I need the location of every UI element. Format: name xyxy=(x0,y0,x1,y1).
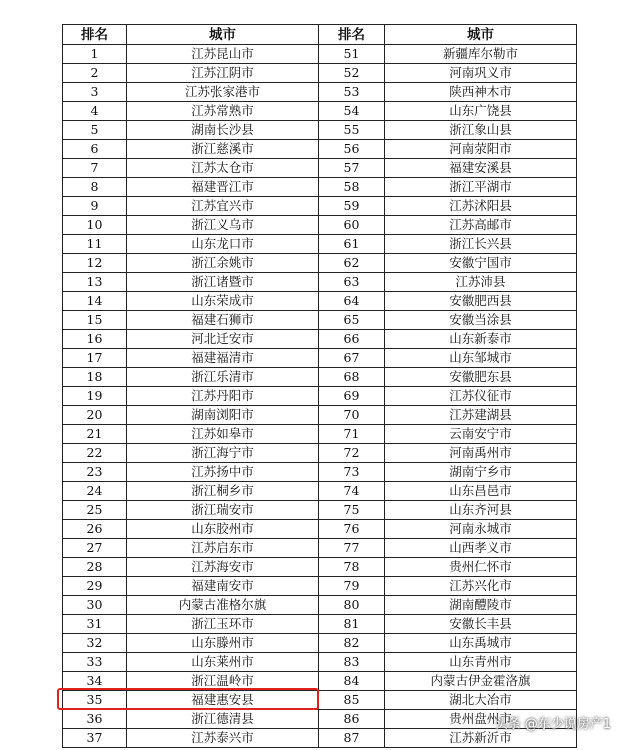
city-cell-right: 山东齐河县 xyxy=(385,501,577,520)
table-row xyxy=(63,406,577,425)
table-row xyxy=(63,368,577,387)
city-cell-left: 江苏张家港市 xyxy=(127,83,319,102)
rank-cell-left: 6 xyxy=(63,140,127,159)
city-cell-right: 河南荥阳市 xyxy=(385,140,577,159)
table-row xyxy=(63,596,577,615)
table-row xyxy=(63,83,577,102)
rank-cell-right: 68 xyxy=(319,368,385,387)
city-cell-left: 浙江温岭市 xyxy=(127,672,319,691)
table-row xyxy=(63,634,577,653)
city-cell-left: 浙江慈溪市 xyxy=(127,140,319,159)
city-cell-right: 安徽长丰县 xyxy=(385,615,577,634)
rank-cell-right: 69 xyxy=(319,387,385,406)
city-cell-right: 河南巩义市 xyxy=(385,64,577,83)
city-cell-right: 贵州仁怀市 xyxy=(385,558,577,577)
table-row xyxy=(63,292,577,311)
city-cell-left: 福建南安市 xyxy=(127,577,319,596)
city-cell-right: 湖南醴陵市 xyxy=(385,596,577,615)
city-cell-right: 河南永城市 xyxy=(385,520,577,539)
rank-cell-left: 33 xyxy=(63,653,127,672)
rank-cell-right: 64 xyxy=(319,292,385,311)
city-cell-right: 福建安溪县 xyxy=(385,159,577,178)
city-cell-right: 山东禹城市 xyxy=(385,634,577,653)
city-cell-left: 山东莱州市 xyxy=(127,653,319,672)
rank-cell-right: 85 xyxy=(319,691,385,710)
city-cell-left: 内蒙古准格尔旗 xyxy=(127,596,319,615)
city-cell-right: 山东新泰市 xyxy=(385,330,577,349)
city-cell-right: 江苏建湖县 xyxy=(385,406,577,425)
table-row xyxy=(63,64,577,83)
table-row xyxy=(63,672,577,691)
table-row xyxy=(63,311,577,330)
table-row xyxy=(63,520,577,539)
rank-cell-left: 2 xyxy=(63,64,127,83)
city-cell-left: 浙江桐乡市 xyxy=(127,482,319,501)
table-row xyxy=(63,140,577,159)
city-cell-left: 江苏海安市 xyxy=(127,558,319,577)
rank-cell-left: 27 xyxy=(63,539,127,558)
rank-cell-left: 5 xyxy=(63,121,127,140)
city-cell-left: 江苏江阴市 xyxy=(127,64,319,83)
rank-cell-right: 86 xyxy=(319,710,385,729)
city-cell-right: 河南禹州市 xyxy=(385,444,577,463)
rank-cell-right: 63 xyxy=(319,273,385,292)
city-cell-left: 河北迁安市 xyxy=(127,330,319,349)
city-cell-right: 江苏沭阳县 xyxy=(385,197,577,216)
header-rank-left: 排名 xyxy=(63,25,127,45)
rank-cell-left: 7 xyxy=(63,159,127,178)
city-cell-left: 福建福清市 xyxy=(127,349,319,368)
table-row xyxy=(63,330,577,349)
rank-cell-left: 12 xyxy=(63,254,127,273)
city-cell-right: 内蒙古伊金霍洛旗 xyxy=(385,672,577,691)
table-row xyxy=(63,653,577,672)
rank-cell-right: 74 xyxy=(319,482,385,501)
city-cell-left: 江苏常熟市 xyxy=(127,102,319,121)
rank-cell-right: 72 xyxy=(319,444,385,463)
rank-cell-right: 67 xyxy=(319,349,385,368)
city-cell-right: 湖南宁乡市 xyxy=(385,463,577,482)
city-cell-left: 浙江余姚市 xyxy=(127,254,319,273)
city-cell-left: 湖南浏阳市 xyxy=(127,406,319,425)
city-cell-right: 贵州盘州市 xyxy=(385,710,577,729)
city-cell-right: 安徽宁国市 xyxy=(385,254,577,273)
city-cell-left: 浙江德清县 xyxy=(127,710,319,729)
table-row xyxy=(63,615,577,634)
city-cell-left: 江苏丹阳市 xyxy=(127,387,319,406)
table-row xyxy=(63,444,577,463)
rank-cell-right: 87 xyxy=(319,729,385,748)
rank-cell-left: 30 xyxy=(63,596,127,615)
rank-cell-left: 28 xyxy=(63,558,127,577)
city-cell-left: 江苏宜兴市 xyxy=(127,197,319,216)
table-row xyxy=(63,425,577,444)
table-row xyxy=(63,349,577,368)
table-row xyxy=(63,501,577,520)
city-cell-right: 山东邹城市 xyxy=(385,349,577,368)
rank-cell-right: 65 xyxy=(319,311,385,330)
rank-cell-left: 32 xyxy=(63,634,127,653)
rank-cell-right: 75 xyxy=(319,501,385,520)
table-row xyxy=(63,482,577,501)
rank-cell-left: 26 xyxy=(63,520,127,539)
city-cell-left: 江苏昆山市 xyxy=(127,45,319,64)
rank-cell-right: 55 xyxy=(319,121,385,140)
city-cell-left: 福建石狮市 xyxy=(127,311,319,330)
rank-cell-right: 52 xyxy=(319,64,385,83)
city-cell-left: 江苏如皋市 xyxy=(127,425,319,444)
city-cell-right: 江苏新沂市 xyxy=(385,729,577,748)
header-rank-right: 排名 xyxy=(319,25,385,45)
city-cell-left: 湖南长沙县 xyxy=(127,121,319,140)
city-cell-left: 江苏启东市 xyxy=(127,539,319,558)
rank-cell-left: 25 xyxy=(63,501,127,520)
table-row xyxy=(63,235,577,254)
rank-cell-left: 13 xyxy=(63,273,127,292)
rank-cell-right: 83 xyxy=(319,653,385,672)
rank-cell-right: 51 xyxy=(319,45,385,64)
rank-cell-right: 57 xyxy=(319,159,385,178)
city-cell-left: 江苏泰兴市 xyxy=(127,729,319,748)
table-row xyxy=(63,159,577,178)
rank-cell-left: 9 xyxy=(63,197,127,216)
watermark: 头条 @东少说房产1 xyxy=(494,717,611,732)
city-cell-right: 浙江平湖市 xyxy=(385,178,577,197)
rank-cell-left: 31 xyxy=(63,615,127,634)
rank-cell-left: 37 xyxy=(63,729,127,748)
city-cell-right: 江苏兴化市 xyxy=(385,577,577,596)
city-cell-right: 新疆库尔勒市 xyxy=(385,45,577,64)
rank-cell-right: 70 xyxy=(319,406,385,425)
rank-cell-right: 79 xyxy=(319,577,385,596)
rank-cell-right: 61 xyxy=(319,235,385,254)
city-cell-left: 山东龙口市 xyxy=(127,235,319,254)
rank-cell-left: 34 xyxy=(63,672,127,691)
city-cell-left: 浙江玉环市 xyxy=(127,615,319,634)
rank-cell-right: 77 xyxy=(319,539,385,558)
city-cell-left: 江苏扬中市 xyxy=(127,463,319,482)
table-row xyxy=(63,254,577,273)
rank-cell-left: 8 xyxy=(63,178,127,197)
table-row xyxy=(63,387,577,406)
city-ranking-table xyxy=(62,24,577,748)
city-cell-right: 湖北大冶市 xyxy=(385,691,577,710)
rank-cell-right: 62 xyxy=(319,254,385,273)
rank-cell-right: 76 xyxy=(319,520,385,539)
city-cell-right: 山东广饶县 xyxy=(385,102,577,121)
city-cell-left: 浙江海宁市 xyxy=(127,444,319,463)
city-cell-left: 浙江诸暨市 xyxy=(127,273,319,292)
table-row xyxy=(63,463,577,482)
table-row xyxy=(63,577,577,596)
city-cell-right: 云南安宁市 xyxy=(385,425,577,444)
city-cell-left: 浙江乐清市 xyxy=(127,368,319,387)
city-cell-right: 陕西神木市 xyxy=(385,83,577,102)
rank-cell-left: 20 xyxy=(63,406,127,425)
table-row xyxy=(63,178,577,197)
city-cell-left: 浙江义乌市 xyxy=(127,216,319,235)
city-cell-right: 山西孝义市 xyxy=(385,539,577,558)
table-header-row xyxy=(63,25,577,45)
rank-cell-left: 24 xyxy=(63,482,127,501)
rank-cell-left: 21 xyxy=(63,425,127,444)
city-cell-left: 福建晋江市 xyxy=(127,178,319,197)
table-row xyxy=(63,121,577,140)
rank-cell-left: 4 xyxy=(63,102,127,121)
rank-cell-left: 29 xyxy=(63,577,127,596)
city-cell-right: 浙江象山县 xyxy=(385,121,577,140)
city-cell-left: 福建惠安县 xyxy=(127,691,319,710)
city-cell-left: 浙江瑞安市 xyxy=(127,501,319,520)
rank-cell-left: 11 xyxy=(63,235,127,254)
header-city-right: 城市 xyxy=(385,25,577,45)
city-cell-right: 江苏仪征市 xyxy=(385,387,577,406)
rank-cell-left: 16 xyxy=(63,330,127,349)
city-cell-right: 安徽肥西县 xyxy=(385,292,577,311)
rank-cell-right: 54 xyxy=(319,102,385,121)
rank-cell-right: 56 xyxy=(319,140,385,159)
rank-cell-left: 36 xyxy=(63,710,127,729)
rank-cell-right: 78 xyxy=(319,558,385,577)
table-row xyxy=(63,691,577,710)
rank-cell-left: 18 xyxy=(63,368,127,387)
city-cell-right: 浙江长兴县 xyxy=(385,235,577,254)
table-row xyxy=(63,558,577,577)
city-cell-right: 安徽当涂县 xyxy=(385,311,577,330)
rank-cell-right: 66 xyxy=(319,330,385,349)
rank-cell-left: 22 xyxy=(63,444,127,463)
city-cell-left: 山东胶州市 xyxy=(127,520,319,539)
rank-cell-right: 73 xyxy=(319,463,385,482)
city-cell-right: 江苏沛县 xyxy=(385,273,577,292)
rank-cell-left: 3 xyxy=(63,83,127,102)
header-city-left: 城市 xyxy=(127,25,319,45)
table-body xyxy=(63,45,577,748)
rank-cell-right: 59 xyxy=(319,197,385,216)
city-cell-right: 山东青州市 xyxy=(385,653,577,672)
table-row xyxy=(63,539,577,558)
rank-cell-right: 82 xyxy=(319,634,385,653)
table-row xyxy=(63,197,577,216)
rank-cell-right: 84 xyxy=(319,672,385,691)
rank-cell-left: 1 xyxy=(63,45,127,64)
rank-cell-left: 15 xyxy=(63,311,127,330)
city-cell-left: 江苏太仓市 xyxy=(127,159,319,178)
rank-cell-right: 81 xyxy=(319,615,385,634)
city-cell-right: 江苏高邮市 xyxy=(385,216,577,235)
rank-cell-right: 60 xyxy=(319,216,385,235)
rank-cell-right: 71 xyxy=(319,425,385,444)
table-row xyxy=(63,45,577,64)
rank-cell-right: 58 xyxy=(319,178,385,197)
rank-cell-right: 53 xyxy=(319,83,385,102)
table-row xyxy=(63,216,577,235)
rank-cell-left: 10 xyxy=(63,216,127,235)
rank-cell-left: 14 xyxy=(63,292,127,311)
rank-cell-left: 23 xyxy=(63,463,127,482)
rank-cell-left: 35 xyxy=(63,691,127,710)
rank-cell-right: 80 xyxy=(319,596,385,615)
city-cell-right: 山东昌邑市 xyxy=(385,482,577,501)
city-cell-left: 山东荣成市 xyxy=(127,292,319,311)
city-cell-left: 山东滕州市 xyxy=(127,634,319,653)
rank-cell-left: 19 xyxy=(63,387,127,406)
table-row xyxy=(63,102,577,121)
city-cell-right: 安徽肥东县 xyxy=(385,368,577,387)
rank-cell-left: 17 xyxy=(63,349,127,368)
table-row xyxy=(63,273,577,292)
ranking-sheet xyxy=(62,24,576,748)
